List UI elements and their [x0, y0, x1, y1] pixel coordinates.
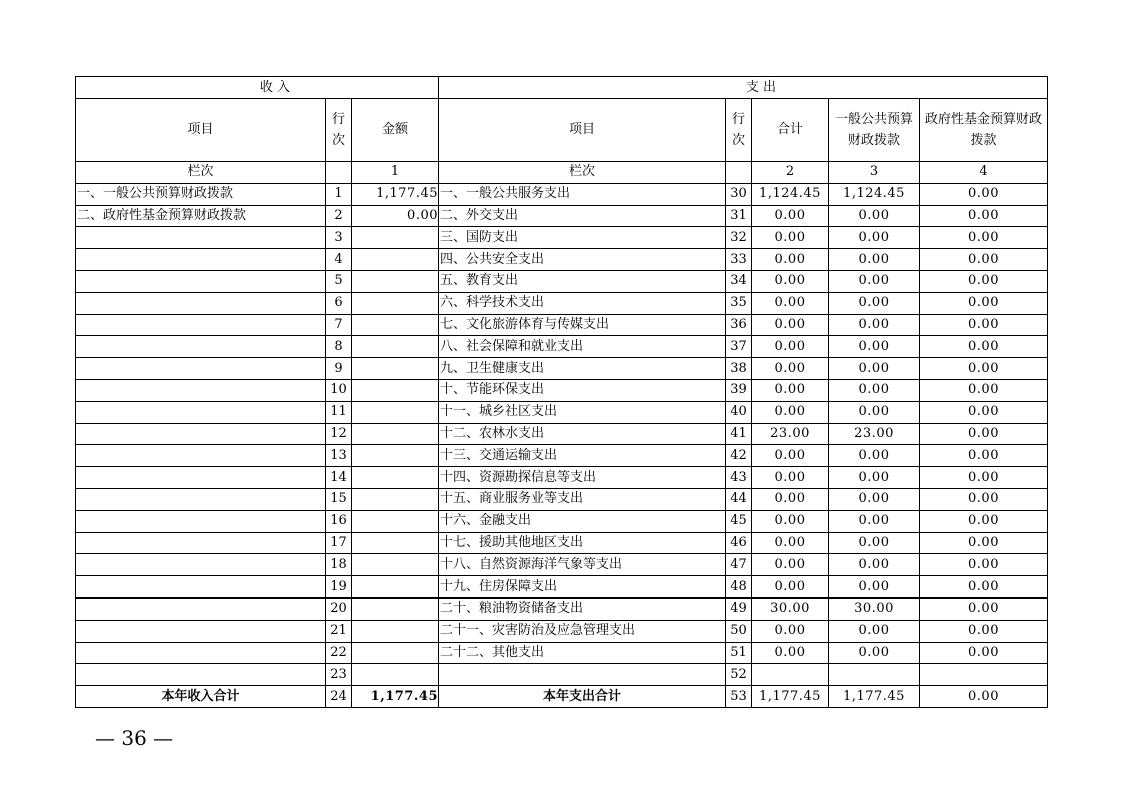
income-item: [76, 664, 326, 686]
expense-gov-fund: 0.00: [920, 620, 1048, 642]
income-amount: [352, 488, 439, 510]
income-line-no: 19: [326, 576, 352, 598]
income-item: [76, 358, 326, 380]
income-amount: [352, 401, 439, 423]
income-item: [76, 642, 326, 664]
expense-line-no: 37: [726, 336, 752, 358]
expense-line-no: 41: [726, 423, 752, 445]
income-amount: [352, 510, 439, 532]
expense-general-budget: 0.00: [829, 576, 920, 598]
expense-total: 0.00: [752, 620, 829, 642]
expense-total: 0.00: [752, 336, 829, 358]
income-line-no: 16: [326, 510, 352, 532]
table-row: [76, 423, 1048, 445]
income-amount: 1,177.45: [352, 183, 439, 205]
income-item: 二、政府性基金预算财政拨款: [76, 205, 326, 227]
expense-item: 二十、粮油物资储备支出: [439, 598, 726, 620]
expense-line-no: 34: [726, 270, 752, 292]
income-item: 一、一般公共预算财政拨款: [76, 183, 326, 205]
expense-gov-fund: [920, 664, 1048, 686]
income-line-no: 10: [326, 379, 352, 401]
expense-general-budget: 0.00: [829, 292, 920, 314]
table-row: [76, 292, 1048, 314]
income-line-no: 14: [326, 467, 352, 489]
expense-total-label: 本年支出合计: [439, 686, 726, 708]
expense-general-budget: 0.00: [829, 379, 920, 401]
expense-item: 十六、金融支出: [439, 510, 726, 532]
income-line-no: 22: [326, 642, 352, 664]
table-row: [76, 183, 1048, 205]
expense-total: 30.00: [752, 598, 829, 620]
income-line-no: 17: [326, 532, 352, 554]
table-row: [76, 314, 1048, 336]
table-row: [76, 598, 1048, 620]
income-section-title: 收 入: [76, 77, 439, 99]
expense-item: 八、社会保障和就业支出: [439, 336, 726, 358]
expense-general-budget: 0.00: [829, 249, 920, 271]
expense-general-budget: 0.00: [829, 445, 920, 467]
income-line-no: 4: [326, 249, 352, 271]
income-amount: [352, 292, 439, 314]
income-line-no: 20: [326, 598, 352, 620]
gov-fund-budget-header: 政府性基金预算财政拨款: [920, 99, 1048, 162]
income-line-no: 21: [326, 620, 352, 642]
table-row: [76, 664, 1048, 686]
expense-general-budget: 0.00: [829, 620, 920, 642]
expense-gov-fund: 0.00: [920, 642, 1048, 664]
expense-item-header: 项目: [439, 99, 726, 162]
page-number: — 36 —: [95, 726, 174, 750]
income-amount: [352, 336, 439, 358]
income-amount: 0.00: [352, 205, 439, 227]
table-row: [76, 205, 1048, 227]
expense-gov-fund: 0.00: [920, 314, 1048, 336]
income-item: [76, 292, 326, 314]
totals-row: [76, 686, 1048, 708]
income-item-header: 项目: [76, 99, 326, 162]
income-line-no: 6: [326, 292, 352, 314]
budget-summary-table: [75, 76, 1048, 708]
column-index-label-left: 栏次: [76, 162, 326, 184]
expense-line-no: 31: [726, 205, 752, 227]
expense-gov-fund: 0.00: [920, 358, 1048, 380]
income-item: [76, 249, 326, 271]
expense-gov-fund: 0.00: [920, 249, 1048, 271]
expense-general-budget: 1,124.45: [829, 183, 920, 205]
table-row: [76, 510, 1048, 532]
expense-general-budget: 0.00: [829, 554, 920, 576]
expense-total-header: 合计: [752, 99, 829, 162]
column-header-row: [76, 99, 1048, 162]
expense-line-no: 36: [726, 314, 752, 336]
expense-gov-fund: 0.00: [920, 183, 1048, 205]
table-row: [76, 270, 1048, 292]
expense-line-no: 44: [726, 488, 752, 510]
general-budget-header: 一般公共预算财政拨款: [829, 99, 920, 162]
expense-line-no: 46: [726, 532, 752, 554]
income-total-label: 本年收入合计: [76, 686, 326, 708]
income-amount: [352, 314, 439, 336]
expense-total: 0.00: [752, 510, 829, 532]
income-amount: [352, 467, 439, 489]
table-row: [76, 336, 1048, 358]
expense-item: 十三、交通运输支出: [439, 445, 726, 467]
income-item: [76, 336, 326, 358]
income-item: [76, 467, 326, 489]
section-header-row: [76, 77, 1048, 99]
expense-total: 0.00: [752, 314, 829, 336]
column-index-empty-right: [726, 162, 752, 184]
expense-item: 十、节能环保支出: [439, 379, 726, 401]
income-line-no: 5: [326, 270, 352, 292]
table-row: [76, 642, 1048, 664]
expense-line-no: 47: [726, 554, 752, 576]
table-row: [76, 445, 1048, 467]
expense-gov-fund: 0.00: [920, 270, 1048, 292]
income-total-line: 24: [326, 686, 352, 708]
expense-general-budget: 0.00: [829, 205, 920, 227]
expense-gov-fund: 0.00: [920, 467, 1048, 489]
expense-item: 三、国防支出: [439, 227, 726, 249]
income-line-no: 23: [326, 664, 352, 686]
expense-general-budget: 0.00: [829, 270, 920, 292]
income-line-no: 9: [326, 358, 352, 380]
table-row: [76, 379, 1048, 401]
column-index-label-right: 栏次: [439, 162, 726, 184]
expense-total: 23.00: [752, 423, 829, 445]
income-amount: [352, 270, 439, 292]
income-line-no: 15: [326, 488, 352, 510]
column-index-empty-left: [326, 162, 352, 184]
income-item: [76, 314, 326, 336]
expense-item: 五、教育支出: [439, 270, 726, 292]
expense-item: 二、外交支出: [439, 205, 726, 227]
column-index-1: 1: [352, 162, 439, 184]
expense-gov-fund: 0.00: [920, 445, 1048, 467]
expense-line-no: 35: [726, 292, 752, 314]
income-line-no: 3: [326, 227, 352, 249]
expense-line-no: 52: [726, 664, 752, 686]
expense-total: 0.00: [752, 467, 829, 489]
income-line-no: 2: [326, 205, 352, 227]
expense-total: 1,124.45: [752, 183, 829, 205]
income-item: [76, 620, 326, 642]
income-line-no: 18: [326, 554, 352, 576]
expense-line-no: 40: [726, 401, 752, 423]
expense-line-no: 48: [726, 576, 752, 598]
expense-general-budget: 0.00: [829, 358, 920, 380]
expense-gov-fund: 0.00: [920, 576, 1048, 598]
income-line-no: 1: [326, 183, 352, 205]
income-amount: [352, 664, 439, 686]
expense-general-budget: [829, 664, 920, 686]
expense-general-budget: 0.00: [829, 510, 920, 532]
income-line-no: 12: [326, 423, 352, 445]
expense-total: 0.00: [752, 554, 829, 576]
expense-total-line: 53: [726, 686, 752, 708]
income-line-no: 11: [326, 401, 352, 423]
expense-line-no: 32: [726, 227, 752, 249]
income-amount: [352, 227, 439, 249]
income-amount: [352, 379, 439, 401]
income-amount: [352, 554, 439, 576]
expense-general-budget: 0.00: [829, 336, 920, 358]
expense-item: 二十一、灾害防治及应急管理支出: [439, 620, 726, 642]
income-item: [76, 488, 326, 510]
expense-gov-fund: 0.00: [920, 379, 1048, 401]
income-amount: [352, 576, 439, 598]
table-row: [76, 576, 1048, 598]
expense-line-no: 43: [726, 467, 752, 489]
expense-total: 0.00: [752, 227, 829, 249]
expense-item: 四、公共安全支出: [439, 249, 726, 271]
income-item: [76, 270, 326, 292]
income-amount: [352, 532, 439, 554]
expense-total: 0.00: [752, 401, 829, 423]
table-row: [76, 227, 1048, 249]
column-index-3: 3: [829, 162, 920, 184]
expense-line-no: 50: [726, 620, 752, 642]
income-item: [76, 227, 326, 249]
expense-gov-fund: 0.00: [920, 423, 1048, 445]
income-amount-header: 金额: [352, 99, 439, 162]
expense-item: 六、科学技术支出: [439, 292, 726, 314]
income-item: [76, 401, 326, 423]
table-row: [76, 358, 1048, 380]
expense-gov-fund: 0.00: [920, 401, 1048, 423]
income-line-header: 行次: [326, 99, 352, 162]
table-row: [76, 249, 1048, 271]
expense-item: 十一、城乡社区支出: [439, 401, 726, 423]
income-line-no: 8: [326, 336, 352, 358]
income-item: [76, 379, 326, 401]
expense-line-no: 38: [726, 358, 752, 380]
expense-total: 0.00: [752, 488, 829, 510]
expense-general-budget: 0.00: [829, 314, 920, 336]
expense-total: 0.00: [752, 532, 829, 554]
expense-total: 0.00: [752, 358, 829, 380]
expense-line-no: 33: [726, 249, 752, 271]
expense-general-budget: 0.00: [829, 488, 920, 510]
income-item: [76, 510, 326, 532]
income-amount: [352, 598, 439, 620]
income-item: [76, 598, 326, 620]
expense-item: 二十二、其他支出: [439, 642, 726, 664]
table-row: [76, 467, 1048, 489]
income-item: [76, 445, 326, 467]
expense-item: 十八、自然资源海洋气象等支出: [439, 554, 726, 576]
income-item: [76, 576, 326, 598]
income-item: [76, 532, 326, 554]
expense-total-fund: 0.00: [920, 686, 1048, 708]
expense-general-budget: 0.00: [829, 401, 920, 423]
expense-general-budget: 0.00: [829, 227, 920, 249]
expense-line-no: 42: [726, 445, 752, 467]
expense-item: 十五、商业服务业等支出: [439, 488, 726, 510]
income-item: [76, 423, 326, 445]
income-amount: [352, 249, 439, 271]
expense-general-budget: 23.00: [829, 423, 920, 445]
expense-line-no: 30: [726, 183, 752, 205]
expense-total: [752, 664, 829, 686]
expense-item: [439, 664, 726, 686]
table-row: [76, 401, 1048, 423]
expense-gov-fund: 0.00: [920, 227, 1048, 249]
expense-total: 0.00: [752, 576, 829, 598]
expense-line-header: 行次: [726, 99, 752, 162]
expense-general-budget: 30.00: [829, 598, 920, 620]
income-amount: [352, 445, 439, 467]
income-item: [76, 554, 326, 576]
expense-gov-fund: 0.00: [920, 554, 1048, 576]
expense-line-no: 51: [726, 642, 752, 664]
expense-item: 十四、资源勘探信息等支出: [439, 467, 726, 489]
expense-gov-fund: 0.00: [920, 532, 1048, 554]
income-line-no: 7: [326, 314, 352, 336]
expense-general-budget: 0.00: [829, 467, 920, 489]
expense-total: 0.00: [752, 249, 829, 271]
expense-general-budget: 0.00: [829, 642, 920, 664]
expense-item: 十二、农林水支出: [439, 423, 726, 445]
expense-total: 0.00: [752, 205, 829, 227]
income-amount: [352, 358, 439, 380]
column-index-2: 2: [752, 162, 829, 184]
expense-general-budget: 0.00: [829, 532, 920, 554]
expense-gov-fund: 0.00: [920, 510, 1048, 532]
expense-total: 0.00: [752, 292, 829, 314]
expense-total: 0.00: [752, 379, 829, 401]
column-index-row: [76, 162, 1048, 184]
expense-line-no: 49: [726, 598, 752, 620]
expense-line-no: 39: [726, 379, 752, 401]
table-row: [76, 554, 1048, 576]
expense-item: 一、一般公共服务支出: [439, 183, 726, 205]
table-row: [76, 488, 1048, 510]
income-amount: [352, 423, 439, 445]
expense-total: 0.00: [752, 445, 829, 467]
expense-section-title: 支 出: [439, 77, 1048, 99]
expense-gov-fund: 0.00: [920, 205, 1048, 227]
expense-gov-fund: 0.00: [920, 336, 1048, 358]
expense-gov-fund: 0.00: [920, 292, 1048, 314]
income-amount: [352, 620, 439, 642]
income-line-no: 13: [326, 445, 352, 467]
expense-item: 七、文化旅游体育与传媒支出: [439, 314, 726, 336]
expense-gov-fund: 0.00: [920, 488, 1048, 510]
expense-item: 十九、住房保障支出: [439, 576, 726, 598]
expense-total-general: 1,177.45: [829, 686, 920, 708]
expense-total-sum: 1,177.45: [752, 686, 829, 708]
expense-line-no: 45: [726, 510, 752, 532]
income-total-amount: 1,177.45: [352, 686, 439, 708]
expense-item: 十七、援助其他地区支出: [439, 532, 726, 554]
column-index-4: 4: [920, 162, 1048, 184]
table-row: [76, 620, 1048, 642]
table-row: [76, 532, 1048, 554]
expense-total: 0.00: [752, 642, 829, 664]
expense-item: 九、卫生健康支出: [439, 358, 726, 380]
expense-gov-fund: 0.00: [920, 598, 1048, 620]
expense-total: 0.00: [752, 270, 829, 292]
income-amount: [352, 642, 439, 664]
